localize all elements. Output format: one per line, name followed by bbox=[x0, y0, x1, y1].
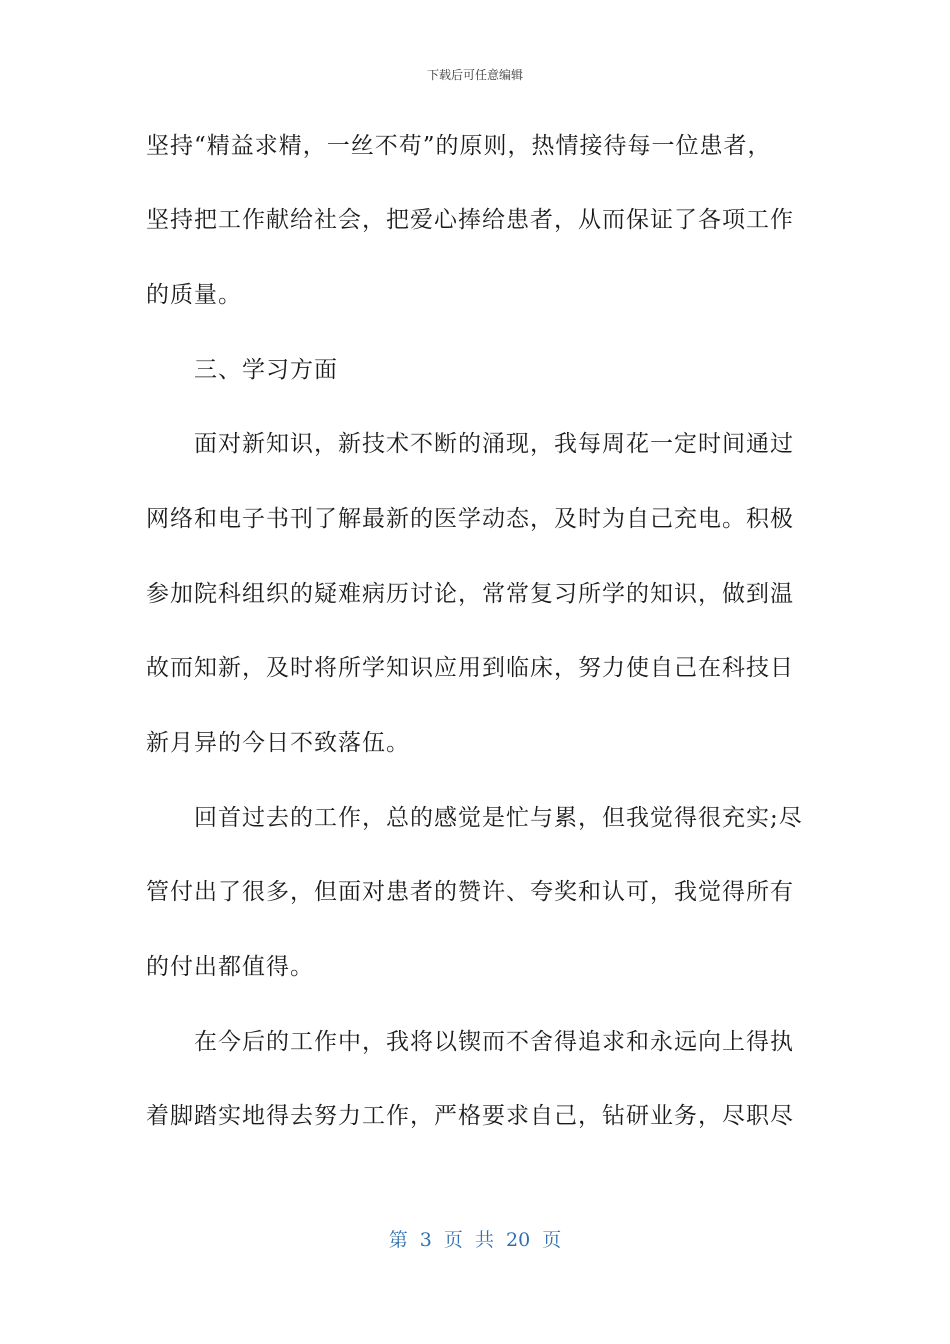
page-header: 下载后可任意编辑 bbox=[426, 68, 523, 82]
text-line: 在今后的工作中，我将以锲而不舍得追求和永远向上得执 bbox=[146, 1029, 794, 1055]
text-line: 管付出了很多，但面对患者的赞许、夸奖和认可，我觉得所有 bbox=[146, 879, 794, 905]
text-line: 面对新知识，新技术不断的涌现，我每周花一定时间通过 bbox=[146, 431, 794, 457]
text-line: 的付出都值得。 bbox=[146, 954, 314, 980]
section-heading: 三、学习方面 bbox=[146, 357, 338, 383]
text-line: 故而知新，及时将所学知识应用到临床，努力使自己在科技日 bbox=[146, 655, 794, 681]
text-line: 参加院科组织的疑难病历讨论，常常复习所学的知识，做到温 bbox=[146, 581, 794, 607]
page-number: 第 3 页 共 20 页 bbox=[388, 1229, 562, 1251]
text-line: 坚持“精益求精，一丝不苟”的原则，热情接待每一位患者， bbox=[146, 133, 772, 159]
text-line: 网络和电子书刊了解最新的医学动态，及时为自己充电。积极 bbox=[146, 506, 794, 532]
text-line: 新月异的今日不致落伍。 bbox=[146, 730, 410, 756]
text-line: 着脚踏实地得去努力工作，严格要求自己，钻研业务，尽职尽 bbox=[146, 1103, 794, 1129]
text-line: 坚持把工作献给社会，把爱心捧给患者，从而保证了各项工作 bbox=[146, 207, 794, 233]
text-line: 的质量。 bbox=[146, 282, 242, 308]
text-line: 回首过去的工作，总的感觉是忙与累，但我觉得很充实;尽 bbox=[146, 805, 803, 831]
